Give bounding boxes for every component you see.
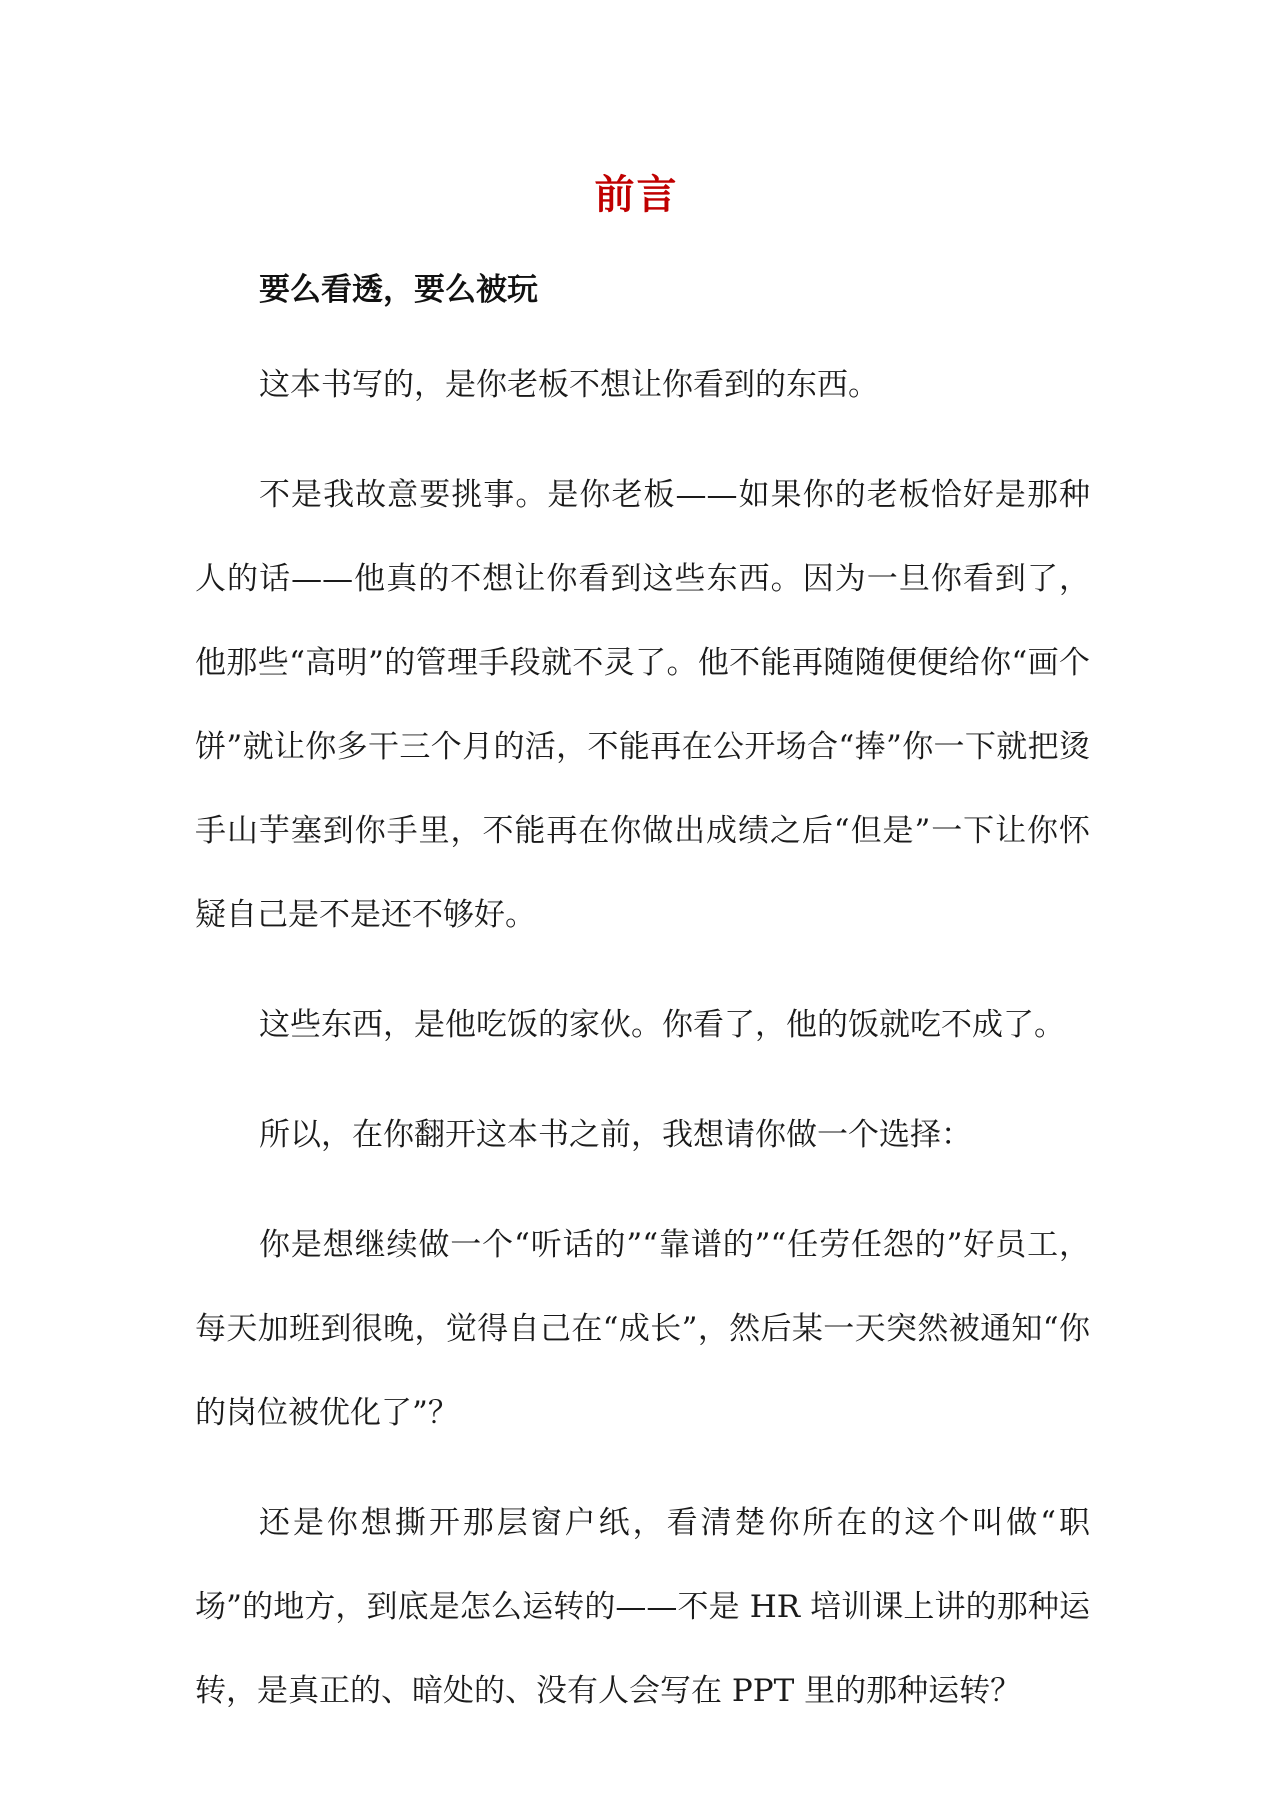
chapter-body <box>195 265 1090 1759</box>
paragraph: 这些东西，是他吃饭的家伙。你看了，他的饭就吃不成了。 <box>259 1007 1065 1043</box>
paragraph: 你是想继续做一个“听话的”“靠谱的”“任劳任怨的”好员工，每天加班到很晚，觉得自己在“成长”，然后某一天突然被通知“你的岗位被优化了”？ <box>195 1227 1090 1431</box>
section-subtitle: 要么看透，要么被玩 <box>259 272 538 308</box>
paragraph: 所以，在你翻开这本书之前，我想请你做一个选择： <box>259 1117 972 1153</box>
paragraph: 这本书写的，是你老板不想让你看到的东西。 <box>259 367 879 403</box>
chapter-title: 前言 <box>594 171 679 218</box>
paragraph: 不是我故意要挑事。是你老板——如果你的老板恰好是那种人的话——他真的不想让你看到这些东西。因为一旦你看到了，他那些“高明”的管理手段就不灵了。他不能再随随便便给你“画个饼”就让你多干三个月的活，不能再在公开场合“捧”你一下就把烫手山芋塞到你手里，不能再在你做出成绩之后“但是”一下让你怀疑自己是不是还不够好。 <box>195 477 1090 933</box>
paragraph: 还是你想撕开那层窗户纸，看清楚你所在的这个叫做“职场”的地方，到底是怎么运转的——不是 HR 培训课上讲的那种运转，是真正的、暗处的、没有人会写在 PPT 里的那种运转？ <box>195 1505 1090 1709</box>
